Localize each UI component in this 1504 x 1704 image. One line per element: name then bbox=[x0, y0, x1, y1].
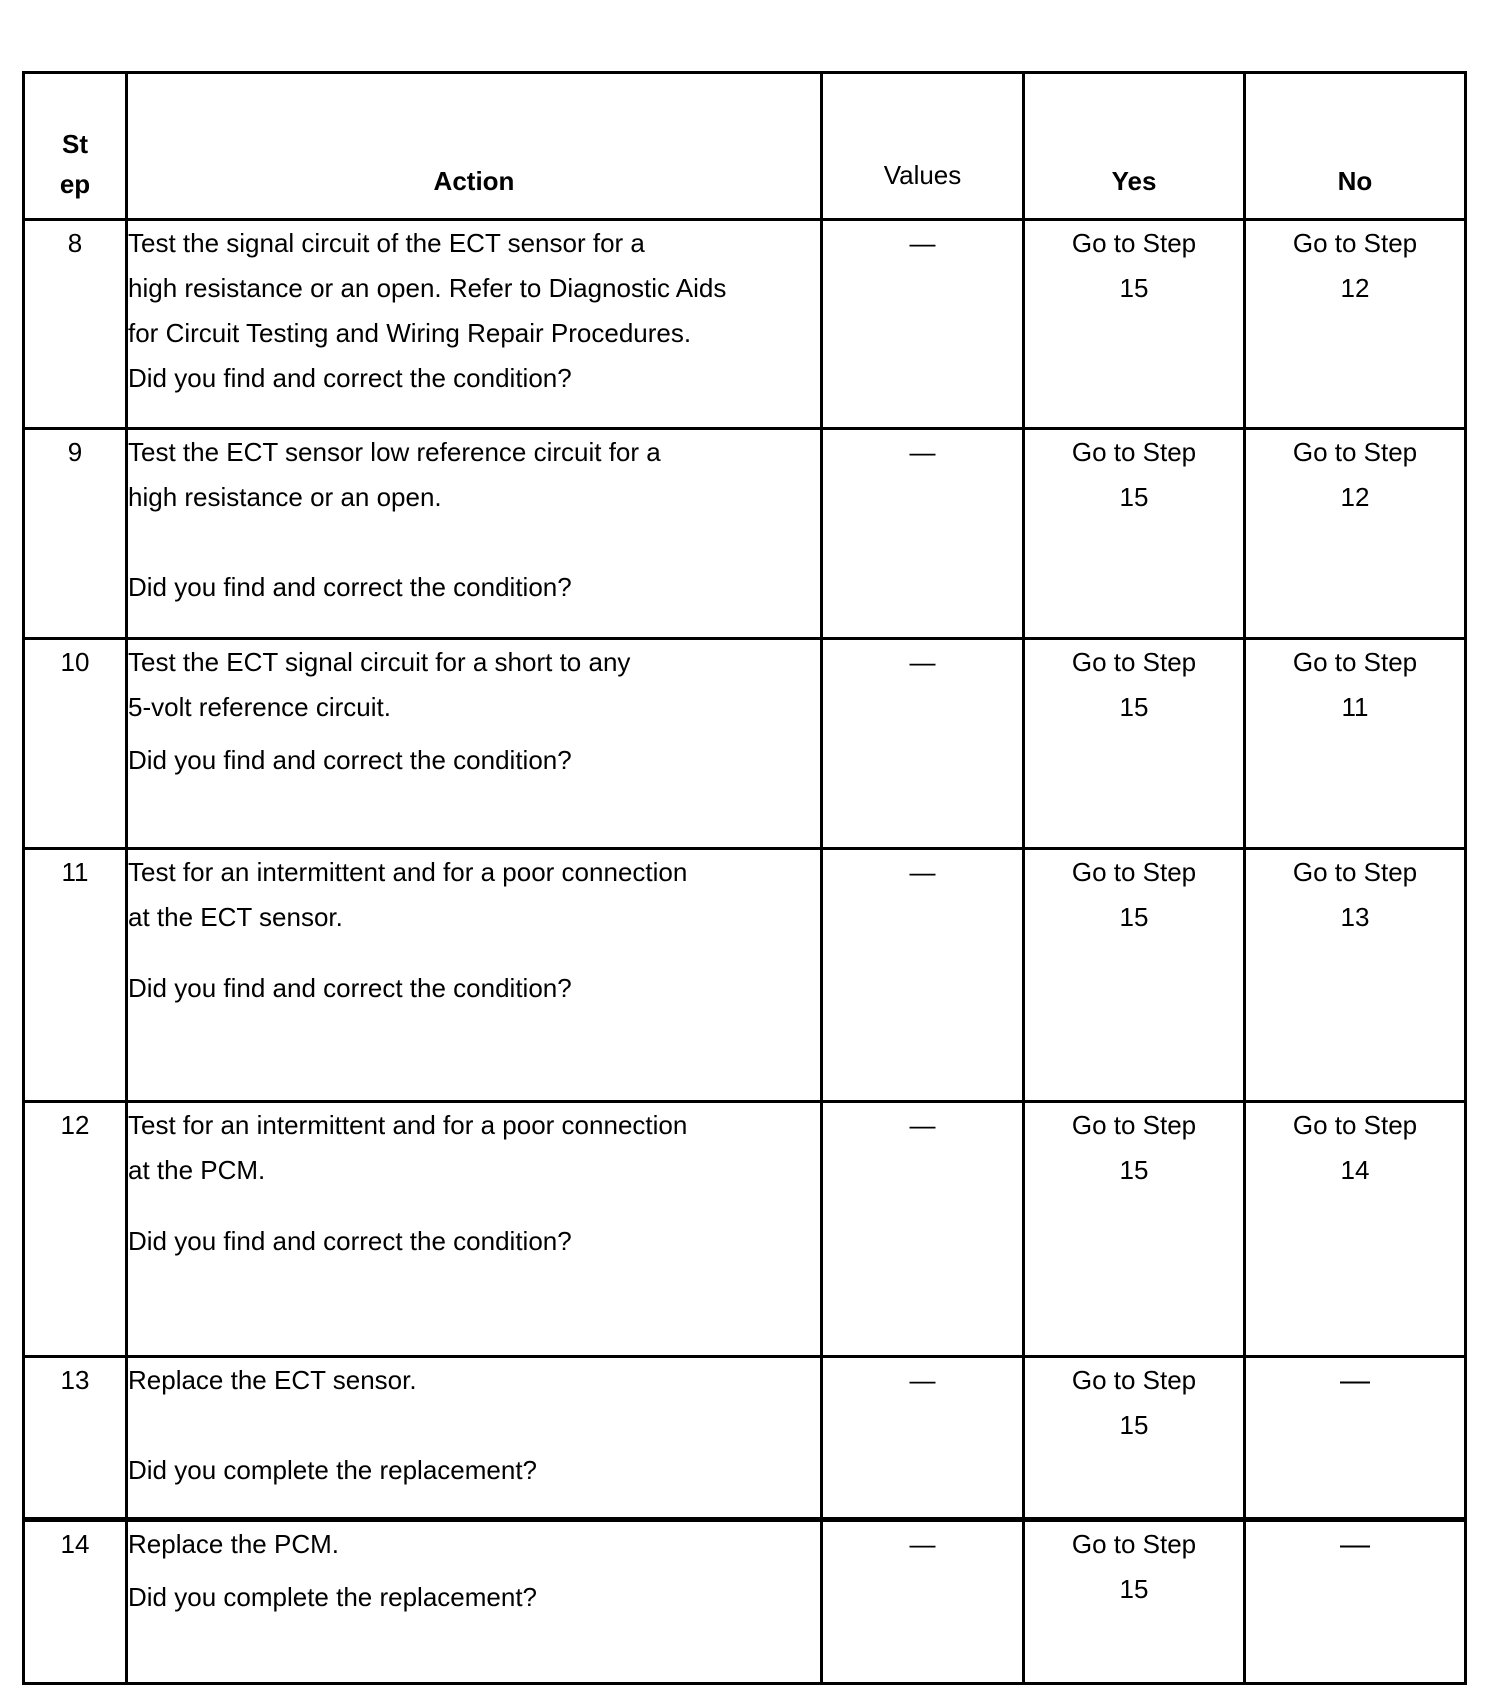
action-line: at the PCM. bbox=[128, 1155, 266, 1185]
action-line: Replace the PCM. bbox=[128, 1529, 339, 1559]
go-to-step-number: 15 bbox=[1119, 1155, 1149, 1185]
table-row bbox=[24, 1520, 1466, 1684]
step-number: 8 bbox=[24, 220, 127, 429]
yes-cell bbox=[1024, 1102, 1245, 1357]
go-to-step-number: 12 bbox=[1340, 273, 1370, 303]
action-line: Did you complete the replacement? bbox=[128, 1455, 538, 1485]
action-line: Did you find and correct the condition? bbox=[128, 572, 572, 602]
action-line: Did you find and correct the condition? bbox=[128, 745, 572, 775]
go-to-step-label: Go to Step bbox=[1292, 857, 1418, 887]
step-number: 10 bbox=[24, 639, 127, 849]
yes-cell bbox=[1024, 1520, 1245, 1684]
no-cell bbox=[1245, 849, 1466, 1102]
table-row bbox=[24, 1357, 1466, 1520]
action-line: Did you find and correct the condition? bbox=[128, 363, 572, 393]
yes-column-header: Yes bbox=[1024, 73, 1245, 220]
step-number: 9 bbox=[24, 429, 127, 639]
yes-cell bbox=[1024, 429, 1245, 639]
action-cell bbox=[127, 639, 822, 849]
go-to-step-label: Go to Step bbox=[1071, 647, 1197, 677]
no-cell bbox=[1245, 1357, 1466, 1520]
values-cell: — bbox=[822, 849, 1024, 1102]
action-line: Did you complete the replacement? bbox=[128, 1582, 538, 1612]
step-number: 12 bbox=[24, 1102, 127, 1357]
no-cell bbox=[1245, 1102, 1466, 1357]
go-to-step-label: Go to Step bbox=[1292, 1110, 1418, 1140]
go-to-step-number: 15 bbox=[1119, 1410, 1149, 1440]
table-row bbox=[24, 1102, 1466, 1357]
no-cell bbox=[1245, 639, 1466, 849]
step-number: 11 bbox=[24, 849, 127, 1102]
values-cell: — bbox=[822, 1357, 1024, 1520]
go-to-step-number: 11 bbox=[1341, 692, 1369, 722]
action-cell bbox=[127, 849, 822, 1102]
values-cell: — bbox=[822, 1102, 1024, 1357]
go-to-step-label: Go to Step bbox=[1071, 1110, 1197, 1140]
header-row bbox=[24, 73, 1466, 220]
action-line: Did you find and correct the condition? bbox=[128, 1226, 572, 1256]
action-column-header: Action bbox=[127, 73, 822, 220]
go-to-step-label: Go to Step bbox=[1292, 437, 1418, 467]
go-to-step-label: Go to Step bbox=[1292, 228, 1418, 258]
no-value-dash: — bbox=[1340, 1364, 1370, 1397]
table-row bbox=[24, 639, 1466, 849]
action-line: Test the ECT signal circuit for a short to any bbox=[128, 647, 631, 677]
go-to-step-number: 15 bbox=[1119, 692, 1149, 722]
yes-cell bbox=[1024, 639, 1245, 849]
go-to-step-label: Go to Step bbox=[1292, 647, 1418, 677]
go-to-step-number: 15 bbox=[1119, 482, 1149, 512]
values-column-header: Values bbox=[822, 73, 1024, 220]
go-to-step-label: Go to Step bbox=[1071, 1529, 1197, 1559]
no-cell bbox=[1245, 220, 1466, 429]
action-line: Test the signal circuit of the ECT sensor for a bbox=[128, 228, 645, 258]
yes-cell bbox=[1024, 1357, 1245, 1520]
action-line: for Circuit Testing and Wiring Repair Procedures. bbox=[128, 318, 692, 348]
step-column-header: St ep bbox=[24, 73, 127, 220]
values-cell: — bbox=[822, 429, 1024, 639]
action-line: Test for an intermittent and for a poor connection bbox=[128, 857, 688, 887]
table-row bbox=[24, 220, 1466, 429]
yes-cell bbox=[1024, 849, 1245, 1102]
table-row bbox=[24, 849, 1466, 1102]
action-line: Test the ECT sensor low reference circuit for a bbox=[128, 437, 661, 467]
go-to-step-number: 15 bbox=[1119, 273, 1149, 303]
action-cell bbox=[127, 1102, 822, 1357]
go-to-step-number: 15 bbox=[1119, 1574, 1149, 1604]
values-cell: — bbox=[822, 220, 1024, 429]
go-to-step-number: 12 bbox=[1340, 482, 1370, 512]
action-line: Test for an intermittent and for a poor connection bbox=[128, 1110, 688, 1140]
action-line: high resistance or an open. bbox=[128, 482, 442, 512]
go-to-step-label: Go to Step bbox=[1071, 228, 1197, 258]
diagnostic-table bbox=[22, 71, 1467, 1685]
go-to-step-number: 15 bbox=[1119, 902, 1149, 932]
no-cell bbox=[1245, 429, 1466, 639]
go-to-step-number: 14 bbox=[1340, 1155, 1370, 1185]
go-to-step-label: Go to Step bbox=[1071, 857, 1197, 887]
action-cell bbox=[127, 429, 822, 639]
yes-cell bbox=[1024, 220, 1245, 429]
action-cell bbox=[127, 1520, 822, 1684]
action-line: Replace the ECT sensor. bbox=[128, 1365, 417, 1395]
no-cell bbox=[1245, 1520, 1466, 1684]
action-line: high resistance or an open. Refer to Diagnostic Aids bbox=[128, 273, 727, 303]
step-number: 13 bbox=[24, 1357, 127, 1520]
no-value-dash: — bbox=[1340, 1528, 1370, 1561]
action-cell bbox=[127, 1357, 822, 1520]
values-cell: — bbox=[822, 1520, 1024, 1684]
step-number: 14 bbox=[24, 1520, 127, 1684]
action-line: at the ECT sensor. bbox=[128, 902, 343, 932]
go-to-step-label: Go to Step bbox=[1071, 437, 1197, 467]
action-cell bbox=[127, 220, 822, 429]
action-line: 5-volt reference circuit. bbox=[128, 692, 391, 722]
action-line: Did you find and correct the condition? bbox=[128, 973, 572, 1003]
go-to-step-number: 13 bbox=[1340, 902, 1370, 932]
table-row bbox=[24, 429, 1466, 639]
go-to-step-label: Go to Step bbox=[1071, 1365, 1197, 1395]
values-cell: — bbox=[822, 639, 1024, 849]
no-column-header: No bbox=[1245, 73, 1466, 220]
